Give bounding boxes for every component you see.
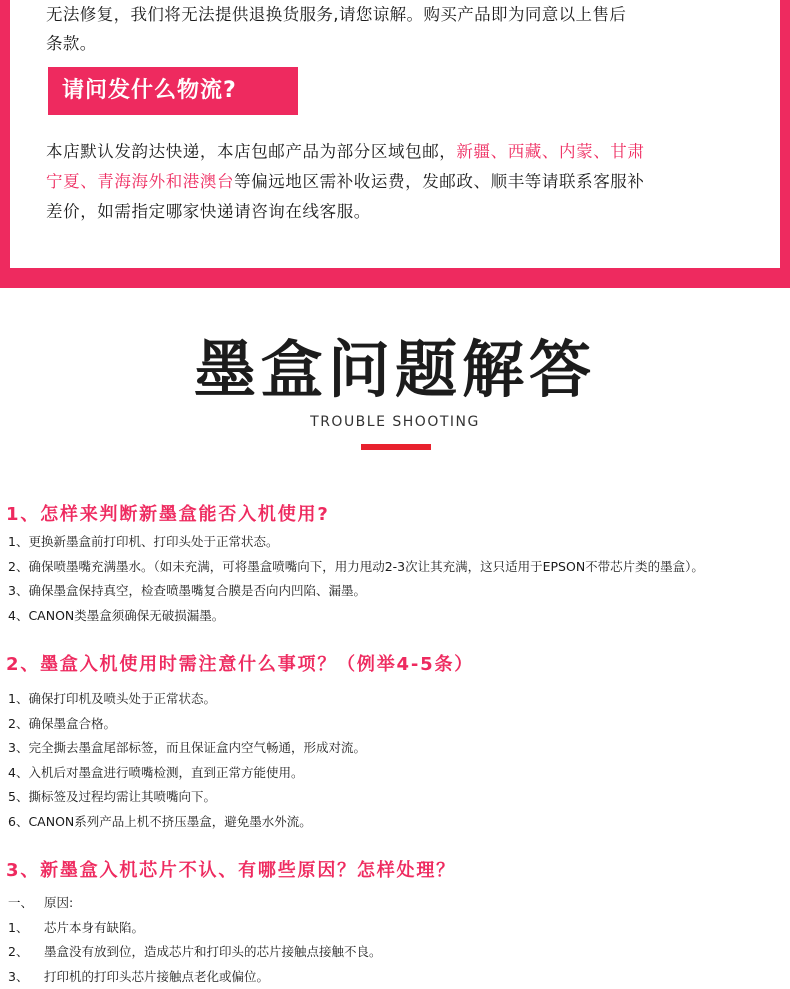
page-title: 墨盒问题解答: [0, 330, 790, 410]
question-3: 3、新墨盒入机芯片不认、有哪些原因？怎样处理？: [6, 856, 456, 882]
remote-regions: 新疆、西藏、内蒙、甘肃: [456, 142, 644, 161]
list-item: 3、确保墨盒保持真空，检查喷墨嘴复合膜是否向内凹陷、漏墨。: [8, 579, 704, 604]
list-item: 一、 原因:: [8, 891, 382, 916]
list-item: 3、完全撕去墨盒尾部标签，而且保证盒内空气畅通，形成对流。: [8, 736, 366, 761]
title-underline: [361, 444, 431, 450]
list-item: 4、CANON类墨盒须确保无破损漏墨。: [8, 604, 704, 629]
policy-line: 无法修复，我们将无法提供退换货服务,请您谅解。购买产品即为同意以上售后: [46, 0, 746, 29]
answer-list-3: [8, 891, 382, 989]
remote-regions: 宁夏、青海海外和港澳台: [46, 172, 234, 191]
policy-line: 条款。: [46, 29, 746, 58]
list-item: 2、确保喷墨嘴充满墨水。（如未充满，可将墨盒喷嘴向下，用力甩动2-3次让其充满，这只适用于EPSON不带芯片类的墨盒）。: [8, 555, 704, 580]
list-item: 5、撕标签及过程均需让其喷嘴向下。: [8, 785, 366, 810]
list-item: 2、确保墨盒合格。: [8, 712, 366, 737]
answer-list-2: [8, 687, 366, 834]
question-1: 1、怎样来判断新墨盒能否入机使用?: [6, 500, 330, 526]
list-item: 2、 墨盒没有放到位，造成芯片和打印头的芯片接触点接触不良。: [8, 940, 382, 965]
page-subtitle: TROUBLE SHOOTING: [0, 414, 790, 430]
list-item: 1、确保打印机及喷头处于正常状态。: [8, 687, 366, 712]
list-item: 1、更换新墨盒前打印机、打印头处于正常状态。: [8, 530, 704, 555]
list-item: 4、入机后对墨盒进行喷嘴检测，直到正常方能使用。: [8, 761, 366, 786]
list-item: 1、 芯片本身有缺陷。: [8, 916, 382, 941]
list-item: 3、 打印机的打印头芯片接触点老化或偏位。: [8, 965, 382, 989]
list-item: 6、CANON系列产品上机不挤压墨盒，避免墨水外流。: [8, 810, 366, 835]
return-policy-text: [46, 0, 746, 58]
answer-list-1: [8, 530, 704, 628]
shipping-text: 本店默认发韵达快递，本店包邮产品为部分区域包邮，新疆、西藏、内蒙、甘肃 宁夏、青海海外和港澳台等偏远地区需补收运费，发邮政、顺丰等请联系客服补 差价，如需指定哪家快递请咨询在线客服。: [46, 137, 746, 227]
question-2: 2、墨盒入机使用时需注意什么事项？（例举4-5条）: [6, 650, 474, 676]
shipping-heading: 请问发什么物流?: [48, 67, 298, 115]
